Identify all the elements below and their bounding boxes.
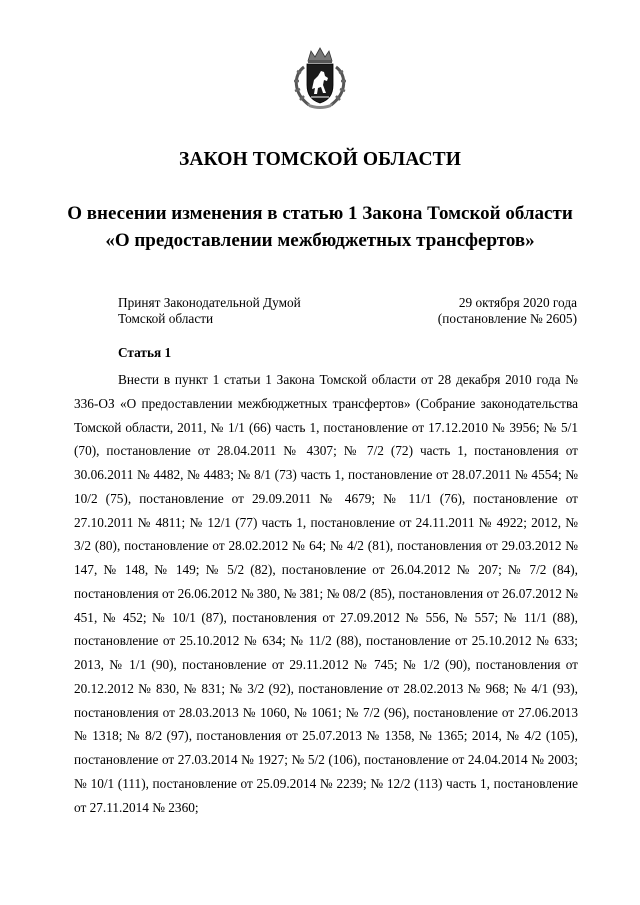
adopted-by-line-1: Принят Законодательной Думой: [118, 295, 301, 310]
coat-of-arms-icon: [287, 45, 353, 111]
adoption-date: 29 октября 2020 года: [458, 295, 577, 310]
adopted-by-line-2: Томской области: [118, 311, 214, 326]
article-body-text: Внести в пункт 1 статьи 1 Закона Томской области от 28 декабря 2010 года № 336-ОЗ «О предоставлении межбюджетных трансфертов» (Собрание законодательства Томской области, 2011, № 1/1 (66) часть 1, постановление от 17.12.2010 № 3956; № 5/1 (70), постановление от 28.04.2011 № 4307; № 7/2 (72) часть 1, постановления от 30.06.2011 № 4482, № 4483; № 8/1 (73) часть 1, постановление от 28.07.2011 № 4554; № 10/2 (75), постановление от 29.09.2011 № 4679; № 11/1 (76), постановление от 27.10.2011 № 4811; № 12/1 (77) часть 1, постановление от 24.11.2011 № 4922; 2012, № 3/2 (80), постановление от 28.02.2012 № 64; № 4/2 (81), постановления от 29.03.2012 № 147, № 148, № 149; № 5/2 (82), постановление от 26.04.2012 № 207; № 7/2 (84), постановления от 26.06.2012 № 380, № 381; № 08/2 (85), постановления от 26.07.2012 № 451, № 452; № 10/1 (87), постановления от 27.09.2012 № 556, № 557; № 11/1 (88), постановление от 25.10.2012 № 634; № 11/2 (88), постановление от 25.10.2012 № 633; 2013, № 1/1 (90), постановление от 29.11.2012 № 745; № 1/2 (90), постановления от 20.12.2012 № 830, № 831; № 3/2 (92), постановление от 28.02.2013 № 968; № 4/1 (93), постановления от 28.03.2013 № 1060, № 1061; № 7/2 (96), постановление от 27.06.2013 № 1318; № 8/2 (97), постановления от 25.07.2013 № 1358, № 1365; 2014, № 4/2 (105), постановление от 27.03.2014 № 1927; № 5/2 (106), постановление от 24.04.2014 № 2003; № 10/1 (111), постановление от 25.09.2014 № 2239; № 12/2 (113) часть 1, постановление от 27.11.2014 № 2360;: [74, 372, 578, 815]
resolution-number: (постановление № 2605): [437, 311, 577, 326]
adopted-by-block: [118, 295, 301, 327]
law-subtitle: О внесении изменения в статью 1 Закона Томской области «О предоставлении межбюджетных трансфертов»: [67, 203, 573, 251]
article-heading: Статья 1: [118, 345, 172, 360]
adoption-details-block: [438, 295, 577, 327]
law-title: ЗАКОН ТОМСКОЙ ОБЛАСТИ: [178, 149, 462, 170]
